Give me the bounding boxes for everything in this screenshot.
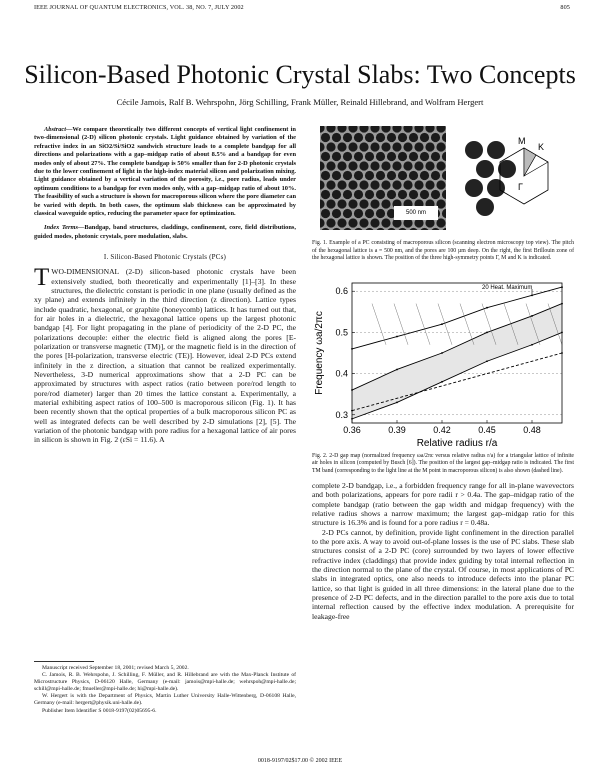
- pore: [376, 209, 385, 218]
- sem-micrograph: [320, 126, 446, 230]
- hatch-line: [372, 303, 386, 344]
- pore: [420, 152, 429, 161]
- pore: [387, 133, 396, 142]
- pore: [398, 152, 407, 161]
- data-point: [441, 323, 443, 325]
- y-tick-label: 0.5: [335, 326, 348, 337]
- data-point: [441, 380, 443, 382]
- paper-title: Silicon-Based Photonic Crystal Slabs: Two Concepts: [24, 60, 576, 89]
- chart-series: [351, 285, 563, 420]
- pore: [403, 161, 412, 170]
- pore: [381, 142, 390, 151]
- pore: [348, 180, 357, 189]
- running-head: [34, 4, 570, 11]
- data-point: [486, 306, 488, 308]
- pore: [365, 190, 374, 199]
- figure-2-caption: Fig. 2. 2-D gap map (normalized frequency ωa/2πc versus relative radius r/a) for a triangular lattice of infinite air holes in silicon (computed by Busch [6]). The position of the largest gap–midgap ratio is indicated. The first TM band (corresponding to the light line at the M point in macroporous silicon) is also shown (dashed line).: [312, 452, 574, 474]
- pore: [431, 190, 440, 199]
- pore: [409, 133, 418, 142]
- data-point: [486, 331, 488, 333]
- pore: [436, 142, 445, 151]
- gap-map-chart: [312, 273, 574, 449]
- index-terms-text: Bandgap, band structures, claddings, confinement, core, field distributions, guided modes, photonic crystals, pore modulation, slabs.: [34, 224, 297, 240]
- pore: [359, 199, 368, 208]
- pore: [398, 171, 407, 180]
- pore: [326, 218, 335, 227]
- pore: [365, 133, 374, 142]
- pore: [354, 152, 363, 161]
- pore: [392, 180, 401, 189]
- label-m: M: [518, 136, 526, 146]
- footnote-affiliation-2: W. Hergert is with the Department of Physics, Martin Luther University Halle-Wittenberg, D-06108 Halle, Germany (e-mail: hergert@physik.uni-halle.de).: [34, 693, 296, 707]
- pore: [337, 180, 346, 189]
- pore: [409, 171, 418, 180]
- x-tick-label: 0.45: [478, 424, 496, 435]
- label-k: K: [538, 142, 545, 152]
- abstract-lead: Abstract—: [44, 126, 73, 133]
- pore: [425, 142, 434, 151]
- pore: [387, 190, 396, 199]
- pore: [359, 161, 368, 170]
- y-axis-label: Frequency ωa/2πc: [314, 310, 325, 395]
- pore: [370, 218, 379, 227]
- data-point: [441, 352, 443, 354]
- pore: [436, 180, 445, 189]
- pore: [387, 152, 396, 161]
- copyright-line: 0018-9197/02$17.00 © 2002 IEEE: [257, 758, 343, 764]
- index-terms-lead: Index Terms—: [44, 224, 85, 232]
- pore: [332, 209, 341, 218]
- pore: [343, 152, 352, 161]
- label-gamma: Γ: [518, 182, 523, 192]
- pore: [348, 142, 357, 151]
- pore: [326, 199, 335, 208]
- intro-paragraph: [34, 264, 296, 445]
- x-tick-label: 0.48: [523, 424, 541, 435]
- page-number: 805: [560, 4, 570, 11]
- pore: [431, 152, 440, 161]
- pore: [343, 190, 352, 199]
- index-terms: [34, 224, 296, 241]
- pore: [381, 218, 390, 227]
- journal-name: IEEE JOURNAL OF QUANTUM ELECTRONICS, VOL. 38, NO. 7, JULY 2002: [34, 4, 244, 11]
- pore: [392, 161, 401, 170]
- pore: [343, 133, 352, 142]
- pore: [332, 190, 341, 199]
- y-tick-label: 0.6: [335, 285, 348, 296]
- footnote-rule: [34, 661, 94, 662]
- pore: [370, 142, 379, 151]
- left-column: [34, 126, 296, 445]
- pore: [332, 152, 341, 161]
- footnote-identifier: Publisher Item Identifier S 0018-9197(02)05695-6.: [42, 707, 157, 714]
- data-point: [396, 335, 398, 337]
- pore: [359, 218, 368, 227]
- abstract: [34, 126, 296, 218]
- pore: [398, 190, 407, 199]
- pore: [414, 161, 423, 170]
- pore: [321, 133, 330, 142]
- footnotes: [34, 665, 296, 715]
- pore: [337, 218, 346, 227]
- pore: [370, 180, 379, 189]
- pore: [354, 171, 363, 180]
- pore: [431, 133, 440, 142]
- pore: [414, 142, 423, 151]
- intro-text: WO-DIMENSIONAL (2-D) silicon-based photonic crystals have been extensively studied, both theoretically and experimentally [1]–[3]. In these structures, the dielectric constant is periodic in one plane (usually defined as the xy plane) and extends infinitely in the third direction (z direction). Lattice types include quadratic, hexagonal, or graphite (honeycomb) lattices. It has turned out that, for air holes in a dielectric, the hexagonal lattice opens up the largest photonic bandgap [4]. For light propagating in the plane of periodicity of the 2-D PC, the polarizations decouple: either the electric field is aligned along the pores [E-polarization or transverse magnetic (TM)], or the magnetic field is in the direction of the pores [H-polarization, transverse electric (TE)]. However, ideal 2-D PCs extend infinitely in the z direction, a situation that cannot be realized experimentally. Nevertheless, 3-D numerical approximations show that a 2-D PC can be approximated by structures with aspect ratios (ratio between pore/rod length to pore/rod diameter) larger than 20 times the lattice constant a. Experimentally, a material exhibiting aspect ratios of 100–500 is macroporous silicon (Fig. 1). It has been recently shown that the optical properties of a bulk macroporous silicon PC as well as integrated defects can be well described by 2-D simulations [2], [5]. The variation of the photonic bandgap with pore radius for a hexagonal lattice of air pores in silicon is shown in Fig. 2 (εSi = 11.6). A: [34, 267, 296, 445]
- figure-2: [312, 273, 574, 449]
- pore: [381, 199, 390, 208]
- maximum-annotation: 20 Heat. Maximum: [482, 284, 533, 291]
- figure-1: [312, 126, 574, 236]
- pore: [321, 190, 330, 199]
- y-tick-label: 0.3: [335, 409, 348, 420]
- pore: [365, 152, 374, 161]
- hatch-line: [394, 303, 408, 344]
- pore: [398, 133, 407, 142]
- x-tick-label: 0.36: [343, 424, 361, 435]
- author-list: Cécile Jamois, Ralf B. Wehrspohn, Jörg Schilling, Frank Müller, Reinald Hillebrand, and Wolfram Hergert: [116, 97, 484, 107]
- scale-bar-label: 500 nm: [405, 210, 426, 216]
- pore: [376, 190, 385, 199]
- pore: [348, 218, 357, 227]
- pore: [343, 171, 352, 180]
- footnote-received: Manuscript received September 18, 2001; revised March 5, 2002.: [42, 665, 189, 671]
- pore: [370, 199, 379, 208]
- pore: [425, 180, 434, 189]
- pore: [381, 161, 390, 170]
- pore: [425, 161, 434, 170]
- brillouin-zone-diagram: [452, 128, 564, 232]
- scale-bar: [394, 206, 438, 220]
- x-axis-label: Relative radius r/a: [416, 437, 498, 449]
- right-column: [312, 126, 574, 621]
- pc-slab-paragraph: 2-D PCs cannot, by definition, provide light confinement in the direction parallel to the pore axis. A way to avoid out-of-plane losses is the use of PC slabs. These slab structures consist of a 2-D PC (core) surrounded by two layers of lower effective refractive index (claddings) that provide index guiding by total internal reflection in the direction normal to the plane of the crystal. Of course, in most applications of PC slabs in integrated optics, one also needs to introduce defects into the planar PC lattice, so that light is guided in all three dimensions: in the lateral plane due to the presence of 2-D PC defects, and in the direction parallel to the pore axis due to total internal reflection caused by the effective index modulation. A prerequisite for leakage-free: [312, 527, 574, 621]
- pore: [420, 171, 429, 180]
- pore: [365, 209, 374, 218]
- pore: [376, 152, 385, 161]
- pore: [420, 133, 429, 142]
- pore: [376, 133, 385, 142]
- pore: [321, 171, 330, 180]
- data-point: [531, 343, 533, 345]
- data-point: [486, 360, 488, 362]
- abstract-text: We compare theoretically two different concepts of vertical light confinement in two-dimensional (2-D) silicon photonic crystals. Light guidance obtained by variation of the refractive index in an SiO2/Si/SiO2 sandwich structure leads to a complete bandgap for all directions and polarizations with a gap–midgap ratio of about 8.5% and a bandgap for even modes only of about 27%. The complete bandgap is 50% smaller than for 2-D photonic crystals due to the lower confinement of light in the high-index material silicon and polarization mixing. Light guidance obtained by a vertical variation of the porosity, i.e., pore radius, leads under optimum conditions to a bandgap for even modes only, with a gap–midgap ratio of about 10%. The feasibility of such a structure is shown for macroporous silicon where the pore diameter can be varied with depth. In both cases, the optimum slab thickness can be approximated by classical waveguide optics, reducing the parameter space for optimization.: [34, 126, 296, 218]
- pore: [409, 190, 418, 199]
- data-point: [396, 368, 398, 370]
- pore: [348, 161, 357, 170]
- pore: [392, 142, 401, 151]
- x-tick-label: 0.39: [388, 424, 406, 435]
- pore: [321, 209, 330, 218]
- pore: [321, 152, 330, 161]
- drop-cap: T: [34, 264, 50, 292]
- pore: [403, 142, 412, 151]
- data-point: [396, 401, 398, 403]
- pore: [359, 142, 368, 151]
- pore: [414, 180, 423, 189]
- x-tick-label: 0.42: [433, 424, 451, 435]
- pore: [332, 171, 341, 180]
- intro-continued: complete 2-D bandgap, i.e., a forbidden frequency range for all in-plane wavevectors and both polarizations, appears for pore radii r > 0.4a. The gap–midgap ratio of the complete bandgap (ratio between the gap width and midgap frequency) with the relative radius shows a narrow maximum; the largest gap–midgap ratio for this structure is 16.3% and is found for a pore radius r = 0.48a.: [312, 481, 574, 528]
- pore: [332, 133, 341, 142]
- hatch-line: [460, 303, 474, 344]
- pore: [376, 171, 385, 180]
- pore: [326, 142, 335, 151]
- right-body: [312, 481, 574, 621]
- pore: [343, 209, 352, 218]
- pore: [337, 142, 346, 151]
- section-heading: I. Silicon-Based Photonic Crystals (PCs): [103, 253, 227, 262]
- pore: [348, 199, 357, 208]
- pore: [354, 209, 363, 218]
- hatch-line: [438, 303, 452, 344]
- y-tick-label: 0.4: [335, 368, 348, 379]
- pore: [337, 199, 346, 208]
- pore: [381, 180, 390, 189]
- data-point: [531, 315, 533, 317]
- pore: [387, 171, 396, 180]
- pore: [326, 180, 335, 189]
- pore: [365, 171, 374, 180]
- pore: [337, 161, 346, 170]
- pore: [370, 161, 379, 170]
- pore: [354, 190, 363, 199]
- pore: [359, 180, 368, 189]
- hatch-line: [416, 303, 430, 344]
- figure-1-caption: Fig. 1. Example of a PC consisting of macroporous silicon (scanning electron microscopy top view). The pitch of the hexagonal lattice is a = 500 nm, and the pores are 100 µm deep. On the right, the first Brillouin zone of the hexagonal lattice is shown. The position of the three high-symmetry points Γ, M and K is indicated.: [312, 240, 574, 261]
- pore: [431, 171, 440, 180]
- pore: [354, 133, 363, 142]
- pore: [420, 190, 429, 199]
- pore: [326, 161, 335, 170]
- pore: [403, 180, 412, 189]
- pore: [436, 161, 445, 170]
- pore: [409, 152, 418, 161]
- footnote-affiliation-1: C. Jamois, R. B. Wehrspohn, J. Schilling, F. Müller, and R. Hillebrand are with the Max-Planck Institute of Microstructure Physics, D-06120 Halle, Germany (e-mail: jamois@mpi-halle.de; wehrspoh@mpi-halle.de; schill@mpi-halle.de; fmueller@mpi-halle.de; hi@mpi-halle.de).: [34, 672, 296, 693]
